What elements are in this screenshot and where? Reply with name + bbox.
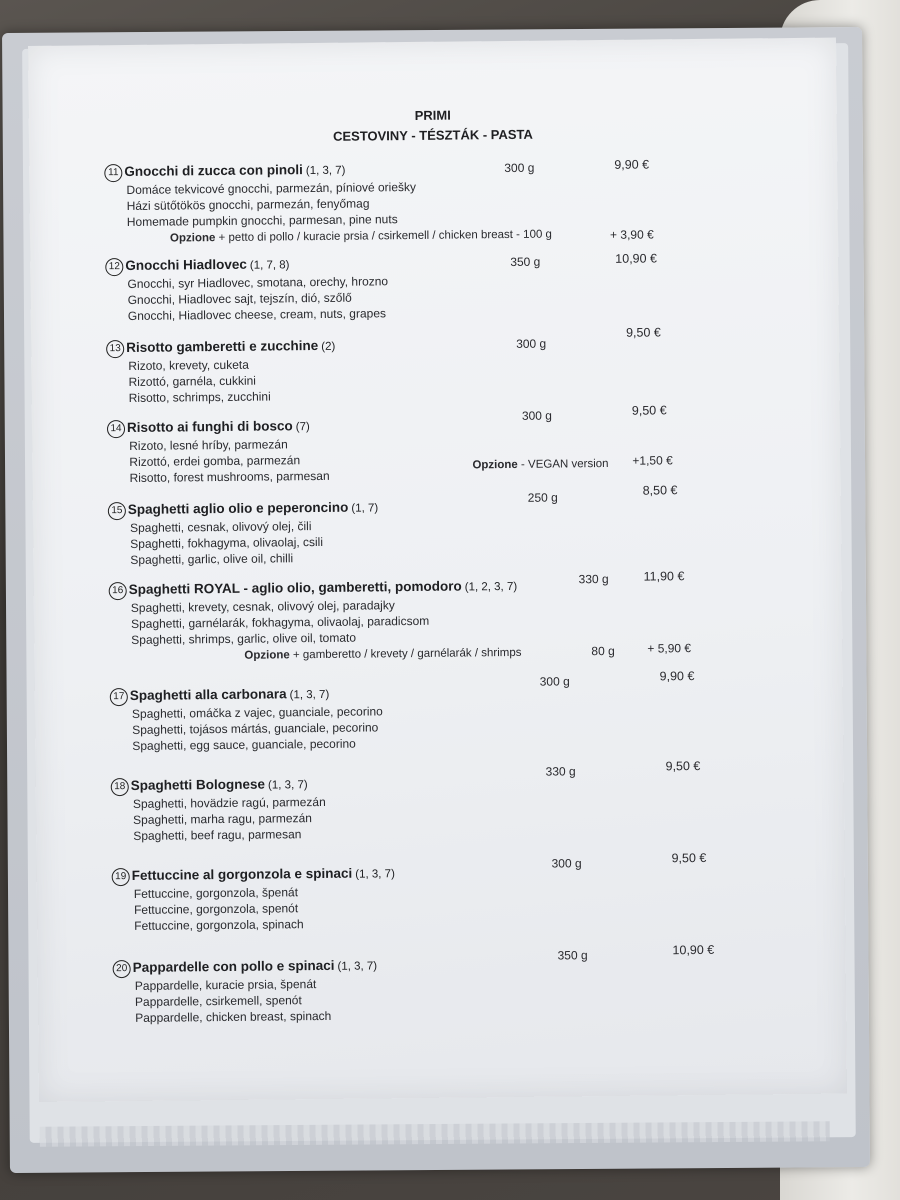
dish-name: Spaghetti Bolognese: [130, 776, 266, 793]
desc-sk: Spaghetti, cesnak, olivový olej, čili: [129, 519, 312, 535]
desc-hu: Rizottó, garnéla, cukkini: [128, 373, 256, 389]
desc-sk: Rizoto, lesné hríby, parmezán: [129, 437, 288, 453]
desc-en: Risotto, forest mushrooms, parmesan: [129, 468, 330, 485]
dish-price: 9,50 €: [625, 325, 661, 340]
item-number-badge: 17: [110, 688, 128, 706]
desc-sk: Spaghetti, omáčka z vajec, guanciale, pecorino: [131, 704, 383, 721]
dish-weight: 330 g: [578, 571, 609, 587]
allergen-codes: (1, 3, 7): [289, 688, 330, 702]
item-number-badge: 13: [106, 340, 124, 358]
menu-item-11: [108, 156, 755, 245]
dish-price: 9,50 €: [631, 403, 667, 418]
dish-price: 11,90 €: [643, 569, 685, 584]
desc-en: Pappardelle, chicken breast, spinach: [135, 1008, 332, 1025]
option-price: +1,50 €: [632, 453, 673, 468]
option-price: + 5,90 €: [647, 641, 692, 656]
dish-option: [170, 229, 552, 245]
item-number-badge: 18: [111, 778, 129, 796]
desc-hu: Spaghetti, marha ragu, parmezán: [133, 811, 312, 827]
option-label: Opzione: [472, 458, 518, 472]
desc-en: Spaghetti, shrimps, garlic, olive oil, tomato: [131, 630, 357, 647]
menu-item-12: [108, 250, 756, 324]
option-price: + 3,90 €: [609, 227, 654, 242]
desc-en: Spaghetti, egg sauce, guanciale, pecorino: [132, 736, 356, 753]
desc-sk: Spaghetti, hovädzie ragú, parmezán: [132, 794, 326, 811]
dish-name: Fettuccine al gorgonzola e spinaci: [131, 865, 353, 883]
desc-hu: Pappardelle, csirkemell, spenót: [134, 993, 302, 1009]
menu-item-13: [109, 325, 757, 406]
menu-header: [29, 102, 837, 150]
desc-sk: Rizoto, krevety, cuketa: [128, 357, 249, 373]
item-number-badge: 19: [112, 868, 130, 886]
option-text: - VEGAN version: [520, 457, 609, 471]
dish-price: 9,90 €: [614, 157, 650, 172]
allergen-codes: (7): [295, 421, 310, 434]
dish-price: 8,50 €: [642, 483, 678, 498]
dish-option: [244, 647, 521, 662]
dish-weight: 300 g: [521, 408, 553, 423]
allergen-codes: (1, 2, 3, 7): [464, 580, 518, 594]
option-label: Opzione: [169, 232, 216, 245]
item-number-badge: 15: [108, 502, 126, 520]
dish-price: 10,90 €: [672, 942, 715, 958]
dish-weight: 350 g: [557, 948, 588, 963]
desc-hu: Spaghetti, garnélarák, fokhagyma, olivaolaj, paradicsom: [130, 613, 430, 631]
desc-hu: Spaghetti, tojásos mártás, guanciale, pecorino: [132, 720, 379, 737]
allergen-codes: (1, 3, 7): [305, 164, 346, 178]
desc-sk: Gnocchi, syr Hiadlovec, smotana, orechy, hrozno: [127, 274, 389, 291]
menu-item-15: [111, 483, 759, 568]
desc-en: Risotto, schrimps, zucchini: [128, 389, 271, 405]
desc-en: Fettuccine, gorgonzola, spinach: [134, 917, 304, 933]
dish-weight: 250 g: [527, 490, 558, 505]
menu-item-14: [110, 403, 758, 486]
dish-name: Spaghetti ROYAL - aglio olio, gamberetti, pomodoro: [128, 578, 462, 597]
desc-hu: Fettuccine, gorgonzola, spenót: [133, 901, 299, 917]
section-title: PRIMI: [414, 107, 451, 123]
option-label: Opzione: [244, 649, 290, 662]
menu-item-18: [114, 758, 762, 844]
sleeve-seam: [40, 1121, 830, 1147]
allergen-codes: (1, 3, 7): [355, 868, 395, 881]
dish-name: Risotto ai funghi di bosco: [126, 418, 293, 435]
option-text: + gamberetto / krevety / garnélarák / shrimps: [292, 646, 522, 662]
desc-hu: Rizottó, erdei gomba, parmezán: [129, 453, 301, 469]
allergen-codes: (1, 7): [351, 502, 379, 515]
menu-page: [28, 38, 847, 1102]
item-number-badge: 16: [109, 582, 127, 600]
desc-en: Spaghetti, garlic, olive oil, chilli: [130, 551, 294, 567]
dish-price: 9,90 €: [659, 669, 695, 684]
dish-weight: 330 g: [545, 764, 576, 779]
desc-sk: Fettuccine, gorgonzola, špenát: [133, 885, 299, 901]
dish-option: [472, 458, 608, 471]
desc-sk: Pappardelle, kuracie prsia, špenát: [134, 977, 317, 993]
allergen-codes: (1, 7, 8): [249, 259, 290, 272]
dish-weight: 300 g: [516, 336, 547, 351]
dish-weight: 350 g: [510, 254, 541, 269]
desc-sk: Domáce tekvicové gnocchi, parmezán, píniové oriešky: [126, 179, 417, 197]
desc-hu: Gnocchi, Hiadlovec sajt, tejszín, dió, szőlő: [127, 290, 352, 307]
desc-en: Spaghetti, beef ragu, parmesan: [133, 827, 302, 843]
dish-price: 9,50 €: [671, 850, 707, 866]
category-title: CESTOVINY - TÉSZTÁK - PASTA: [332, 126, 533, 144]
desc-sk: Spaghetti, krevety, cesnak, olivový olej, paradajky: [130, 598, 395, 615]
dish-weight: 300 g: [504, 160, 535, 176]
allergen-codes: (1, 3, 7): [337, 960, 378, 973]
dish-price: 10,90 €: [615, 251, 658, 266]
dish-weight: 300 g: [551, 856, 582, 871]
desc-hu: Házi sütőtökös gnocchi, parmezán, fenyőmag: [126, 196, 370, 213]
item-number-badge: 12: [105, 258, 123, 276]
menu-item-19: [115, 850, 763, 934]
dish-name: Gnocchi di zucca con pinoli: [124, 162, 303, 179]
dish-weight: 300 g: [539, 674, 570, 689]
dish-name: Pappardelle con pollo e spinaci: [132, 957, 335, 975]
item-number-badge: 11: [104, 164, 122, 182]
item-number-badge: 20: [113, 960, 131, 978]
dish-name: Risotto gamberetti e zucchine: [126, 337, 319, 355]
dish-name: Spaghetti alla carbonara: [129, 686, 287, 703]
option-weight: 80 g: [591, 643, 615, 659]
item-number-badge: 14: [107, 420, 125, 438]
option-text: + petto di pollo / kuracie prsia / csirkemell / chicken breast - 100 g: [218, 228, 552, 245]
desc-en: Gnocchi, Hiadlovec cheese, cream, nuts, grapes: [127, 306, 387, 323]
menu-item-17: [113, 669, 761, 754]
dish-price: 9,50 €: [665, 758, 701, 774]
desc-en: Homemade pumpkin gnocchi, parmesan, pine nuts: [126, 212, 398, 229]
menu-item-16: [112, 569, 760, 662]
allergen-codes: (2): [321, 340, 336, 353]
desc-hu: Spaghetti, fokhagyma, olivaolaj, csili: [130, 534, 324, 551]
dish-name: Gnocchi Hiadlovec: [125, 256, 247, 273]
allergen-codes: (1, 3, 7): [267, 779, 308, 792]
dish-name: Spaghetti aglio olio e peperoncino: [127, 499, 349, 517]
menu-item-20: [116, 942, 764, 1026]
